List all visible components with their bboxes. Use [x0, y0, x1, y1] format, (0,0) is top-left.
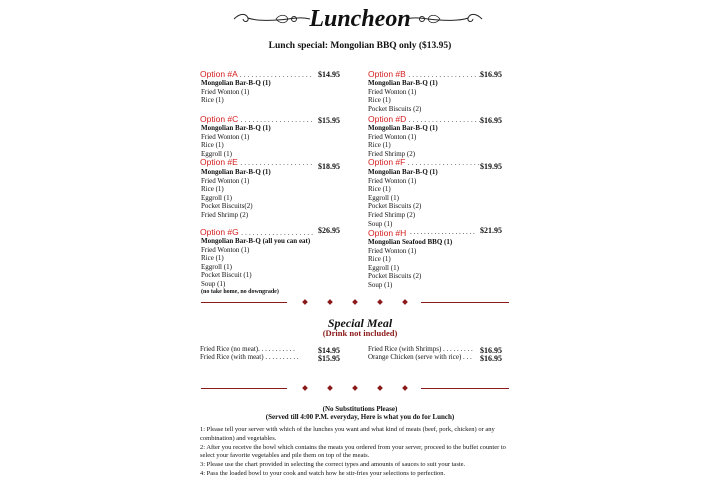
option-b-price: $16.95 — [480, 70, 502, 79]
list-item: Pocket Biscuits(2) — [201, 202, 253, 211]
list-item: Fried Wonton (1) — [368, 176, 417, 185]
list-item: Mongolian Seafood BBQ (1) — [368, 238, 453, 246]
special-item-price: $16.95 — [480, 346, 502, 355]
option-e-items — [201, 168, 271, 220]
list-item: Mongolian Bar-B-Q (1) — [368, 79, 438, 87]
lunch-special-subtitle: Lunch special: Mongolian BBQ only ($13.95) — [268, 41, 452, 51]
list-item: Fried Wonton (1) — [201, 176, 250, 185]
list-item: Eggroll (1) — [201, 193, 232, 202]
instruction-step: 3: Please use the chart provided in selecting the correct types and amounts of sauces to suit your taste. — [200, 461, 466, 469]
special-item-label: Orange Chicken (serve with rice) . . . — [368, 353, 472, 361]
diamond-icon — [352, 385, 358, 391]
list-item: Soup (1) — [201, 279, 226, 288]
instruction-step: 4: Pass the loaded bowl to your cook and watch how he stir-fries your selections to perfection. — [200, 469, 446, 477]
instruction-step: 1: Please tell your server with which of the lunches you want and what kind of meats (beef, pork, chicken) or any combination) and vegetables. — [200, 426, 495, 442]
list-item: Pocket Biscuits (2) — [368, 272, 422, 281]
special-item-label: Fried Rice (with meat) . . . . . . . . . . — [200, 353, 299, 361]
list-item: Eggroll (1) — [201, 149, 232, 158]
option-d-label: Option #D . . . . . . . . . . . . . . . . . . . — [368, 114, 481, 124]
special-item-price: $16.95 — [480, 354, 502, 363]
instruction-step: 2: After you receive the bowl which contains the meats you ordered from your server, proceed to the buffet counter to select your favorite vegetables and pile them on top of the meats. — [200, 443, 506, 460]
list-item: Soup (1) — [368, 280, 393, 289]
option-d-price: $16.95 — [480, 116, 502, 125]
option-g-price: $26.95 — [318, 226, 340, 235]
list-item: Rice (1) — [368, 141, 391, 150]
list-item: Mongolian Bar-B-Q (1) — [368, 168, 438, 176]
special-item-price: $14.95 — [318, 346, 340, 355]
right-flourish-icon — [402, 12, 484, 26]
option-f-items — [368, 168, 438, 228]
special-item-price: $15.95 — [318, 354, 340, 363]
list-item: Fried Wonton (1) — [368, 246, 417, 255]
option-e-label: Option #E . . . . . . . . . . . . . . . . . . . — [200, 157, 313, 167]
list-item: Soup (1) — [368, 219, 393, 228]
list-item: Rice (1) — [368, 185, 391, 194]
list-item: Rice (1) — [201, 96, 224, 105]
list-item: Mongolian Bar-B-Q (1) — [368, 124, 438, 132]
list-item: Fried Shrimp (2) — [368, 210, 416, 219]
special-item-label: Fried Rice (no meat). . . . . . . . . . . — [200, 345, 295, 353]
diamond-icon — [327, 385, 333, 391]
option-e-price: $18.95 — [318, 162, 340, 171]
option-f-label: Option #F . . . . . . . . . . . . . . . . . . . — [368, 157, 480, 167]
list-item: Pocket Biscuits (2) — [368, 202, 422, 211]
option-c-label: Option #C . . . . . . . . . . . . . . . . . . . — [200, 114, 313, 124]
option-h-label: Option #H — [368, 228, 407, 238]
option-c-price: $15.95 — [318, 116, 340, 125]
list-item: (no take home, no downgrade) — [201, 288, 279, 295]
list-item: Mongolian Bar-B-Q (1) — [201, 168, 271, 176]
list-item: Fried Shrimp (2) — [368, 149, 416, 158]
notes-subheading: (Served till 4:00 P.M. everyday, Here is what you do for Lunch) — [265, 413, 455, 421]
option-h-items — [368, 238, 452, 290]
option-a-items — [201, 79, 271, 105]
diamond-icon — [352, 299, 358, 305]
list-item: Mongolian Bar-B-Q (1) — [201, 124, 271, 132]
option-g-items — [201, 237, 310, 296]
diamond-icon — [377, 385, 383, 391]
list-item: Fried Shrimp (2) — [201, 210, 249, 219]
list-item: Eggroll (1) — [368, 193, 399, 202]
list-item: Pocket Biscuit (1) — [201, 271, 252, 280]
list-item: Mongolian Bar-B-Q (1) — [201, 79, 271, 87]
option-c-items — [201, 124, 271, 158]
list-item: Pocket Biscuits (2) — [368, 104, 422, 113]
list-item: Mongolian Bar-B-Q (all you can eat) — [201, 237, 311, 245]
special-item-label: Fried Rice (with Shrimps) . . . . . . . . . — [368, 345, 473, 353]
list-item: Rice (1) — [368, 255, 391, 264]
option-a-price: $14.95 — [318, 70, 340, 79]
list-item: Rice (1) — [201, 141, 224, 150]
list-item: Rice (1) — [201, 254, 224, 263]
diamond-icon — [302, 385, 308, 391]
diamond-icon — [402, 385, 408, 391]
option-a-label: Option #A . . . . . . . . . . . . . . . . . . . — [200, 69, 312, 79]
option-b-label: Option #B . . . . . . . . . . . . . . . . . . . — [368, 69, 481, 79]
list-item: Fried Wonton (1) — [368, 87, 417, 96]
instructions — [200, 426, 520, 479]
special-meal-title: Special Meal — [327, 316, 393, 330]
option-d-items — [368, 124, 438, 158]
list-item: Rice (1) — [201, 185, 224, 194]
option-h-price: $21.95 — [480, 226, 502, 235]
notes-heading: (No Substitutions Please) — [322, 405, 398, 413]
special-meal-subtitle: (Drink not included) — [322, 328, 398, 338]
diamond-icon — [402, 299, 408, 305]
diamond-icon — [377, 299, 383, 305]
option-h-dots: . . . . . . . . . . . . . . . . . . . — [410, 228, 475, 236]
list-item: Eggroll (1) — [201, 262, 232, 271]
option-g-label: Option #G . . . . . . . . . . . . . . . . . . . — [200, 227, 314, 237]
list-item: Fried Wonton (1) — [368, 132, 417, 141]
title-bar — [0, 6, 720, 32]
diamond-icon — [327, 299, 333, 305]
list-item: Fried Wonton (1) — [201, 132, 250, 141]
page-title: Luncheon — [309, 6, 411, 32]
list-item: Rice (1) — [368, 96, 391, 105]
list-item: Eggroll (1) — [368, 263, 399, 272]
diamond-icon — [302, 299, 308, 305]
list-item: Fried Wonton (1) — [201, 87, 250, 96]
option-b-items — [368, 79, 438, 113]
option-f-price: $19.95 — [480, 162, 502, 171]
list-item: Fried Wonton (1) — [201, 245, 250, 254]
